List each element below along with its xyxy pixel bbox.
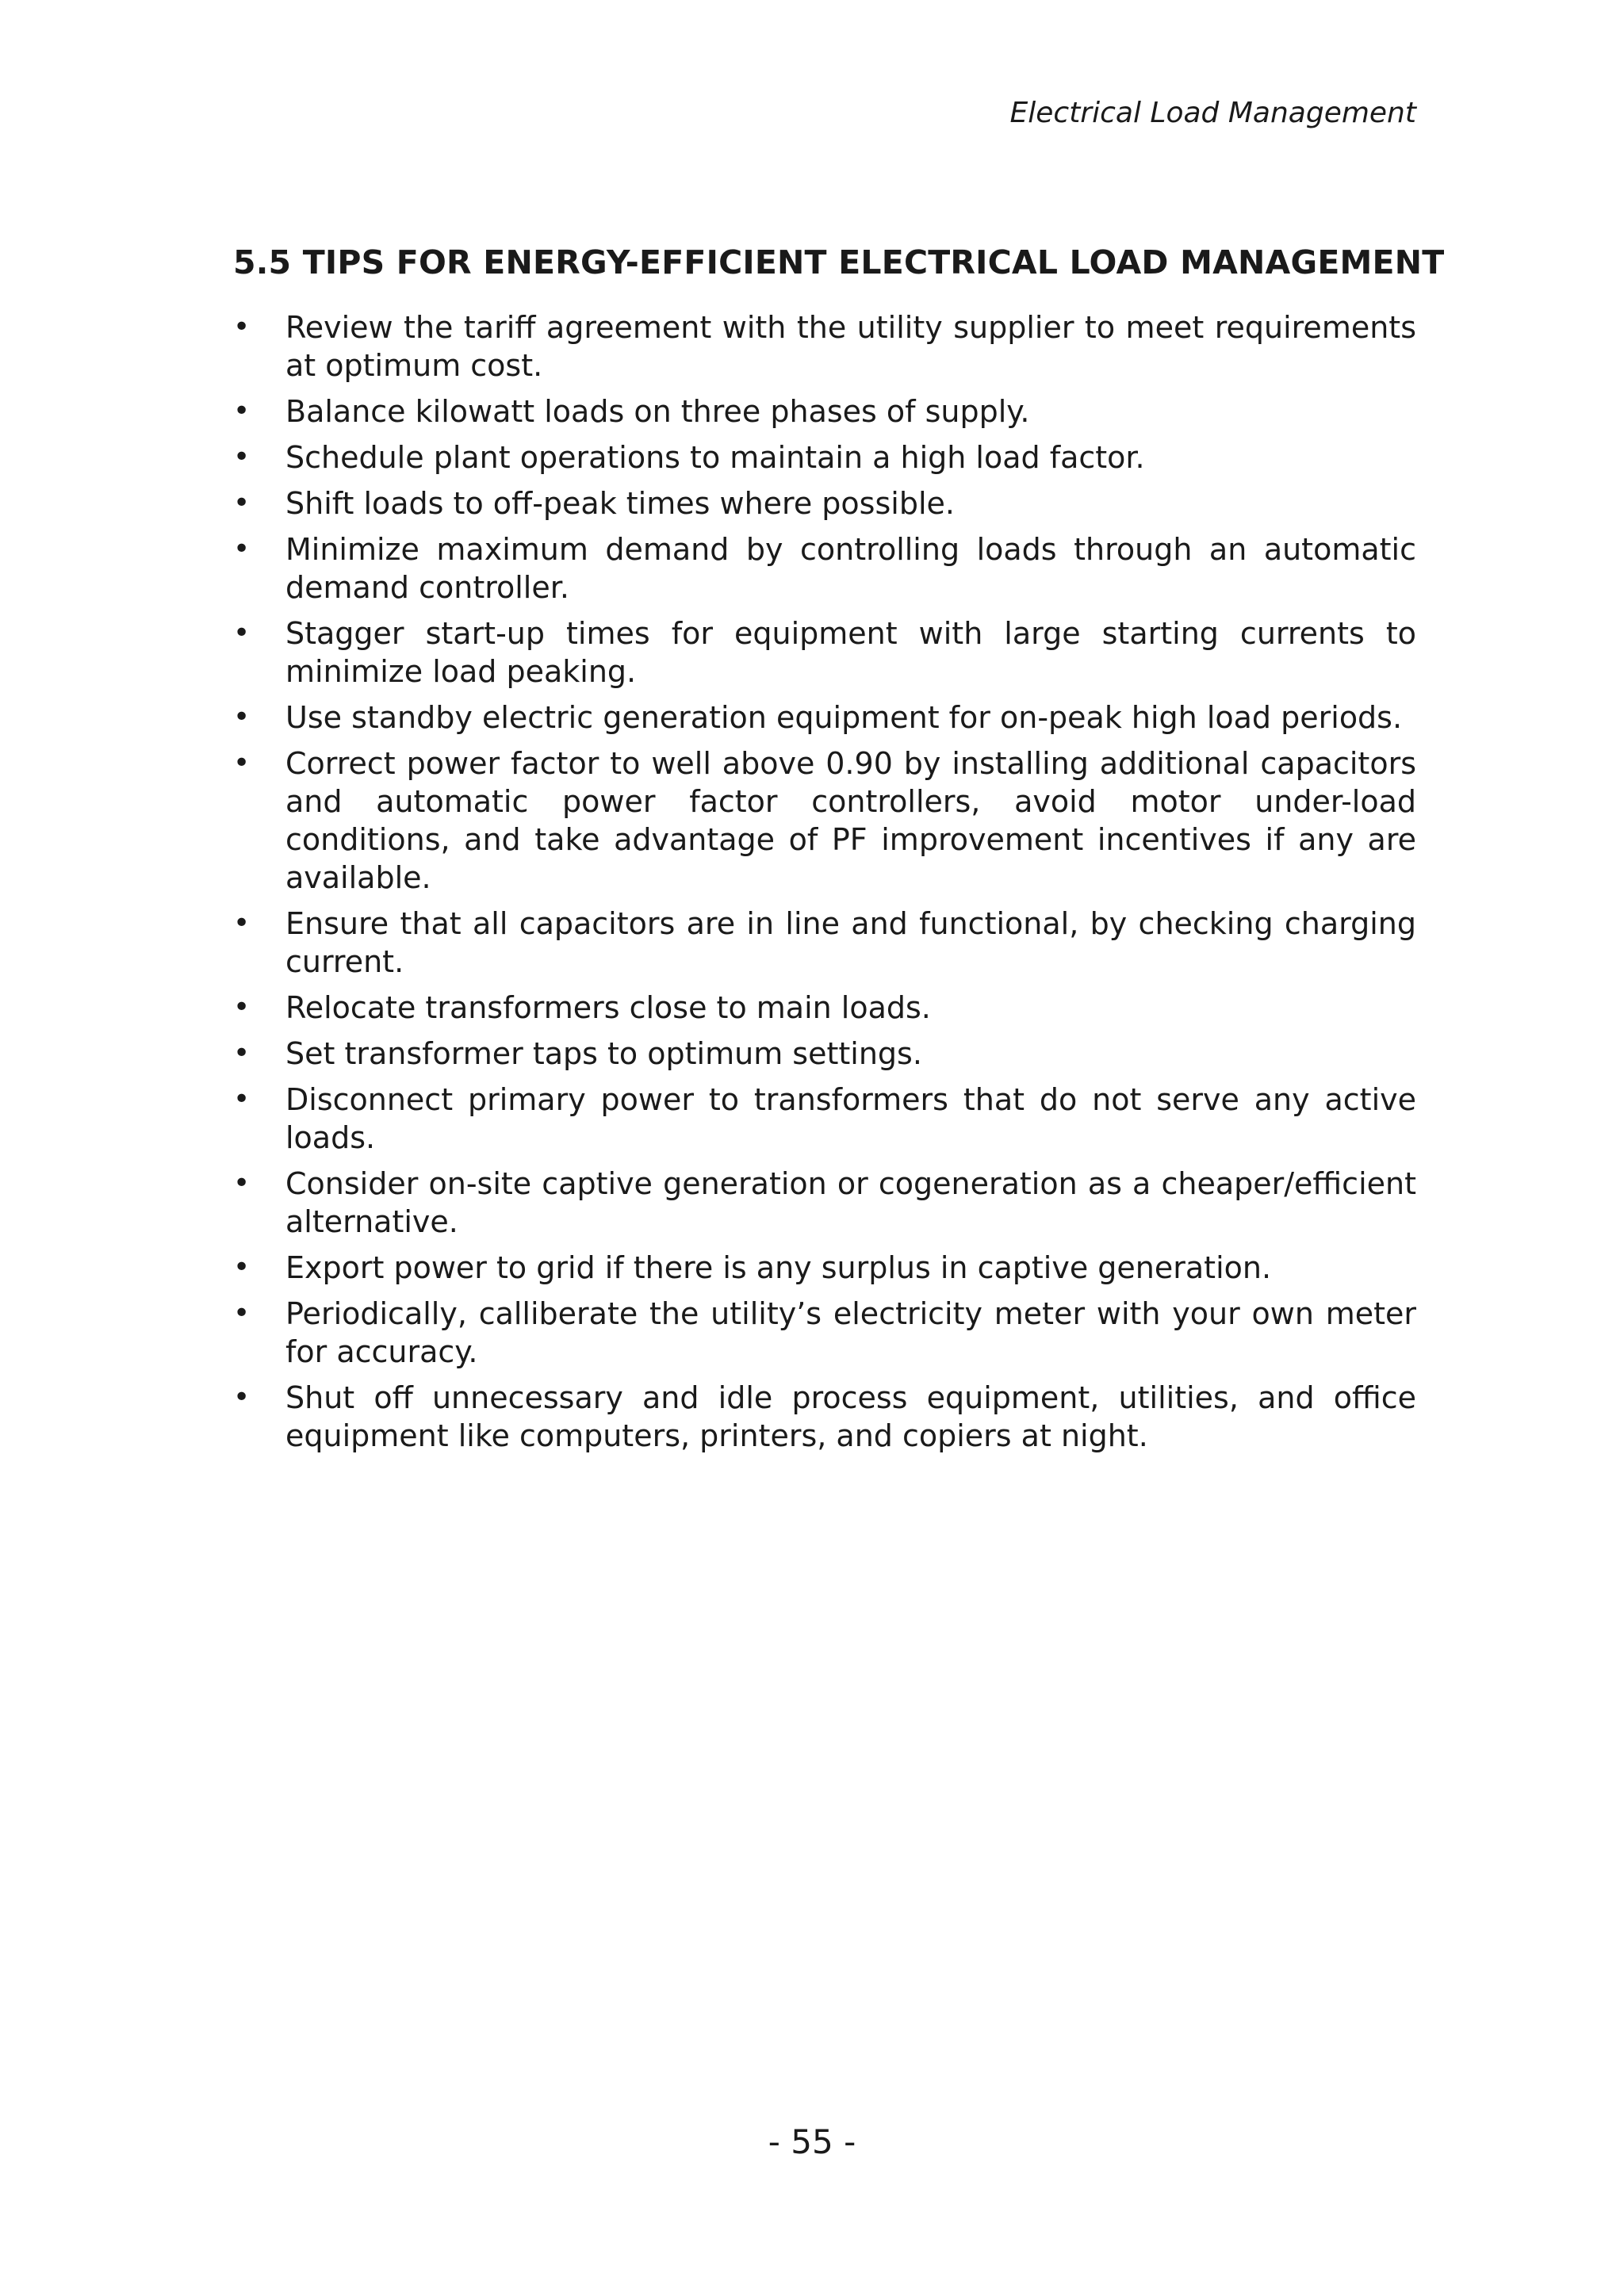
bullet-icon: •	[233, 747, 251, 779]
tip-text: Balance kilowatt loads on three phases of supply.	[285, 394, 1030, 429]
tip-item	[233, 392, 1416, 430]
bullet-icon: •	[233, 617, 251, 649]
tip-item	[233, 1081, 1416, 1157]
tip-text: Minimize maximum demand by controlling loads through an automatic demand controller.	[285, 532, 1416, 605]
bullet-icon: •	[233, 1297, 251, 1330]
bullet-icon: •	[233, 1037, 251, 1070]
tip-text: Periodically, calliberate the utility’s electricity meter with your own meter for accuracy.	[285, 1296, 1416, 1369]
tip-item	[233, 1165, 1416, 1241]
bullet-icon: •	[233, 991, 251, 1024]
bullet-icon: •	[233, 1381, 251, 1414]
tip-text: Set transformer taps to optimum settings.	[285, 1036, 922, 1071]
tip-item	[233, 989, 1416, 1027]
tip-text: Shift loads to off-peak times where possible.	[285, 486, 955, 521]
tip-item	[233, 614, 1416, 691]
tip-text: Correct power factor to well above 0.90 by installing additional capacitors and automatic power factor controllers, avoid motor under-load conditions, and take advantage of PF improvement incentives if any are available.	[285, 746, 1416, 895]
tip-item	[233, 1295, 1416, 1371]
bullet-icon: •	[233, 487, 251, 519]
tips-list	[233, 308, 1416, 1455]
tip-item	[233, 1379, 1416, 1455]
section-title: 5.5 TIPS FOR ENERGY-EFFICIENT ELECTRICAL LOAD MANAGEMENT	[233, 243, 1445, 281]
tip-item	[233, 698, 1416, 737]
bullet-icon: •	[233, 1167, 251, 1200]
bullet-icon: •	[233, 533, 251, 565]
bullet-icon: •	[233, 701, 251, 733]
tip-item	[233, 1035, 1416, 1073]
tip-text: Export power to grid if there is any surplus in captive generation.	[285, 1250, 1272, 1285]
tip-text: Disconnect primary power to transformers that do not serve any active loads.	[285, 1082, 1416, 1155]
tip-item	[233, 484, 1416, 522]
tip-text: Shut off unnecessary and idle process equipment, utilities, and office equipment like computers, printers, and copiers at night.	[285, 1380, 1416, 1453]
tip-item	[233, 438, 1416, 476]
running-header: Electrical Load Management	[1009, 97, 1416, 129]
bullet-icon: •	[233, 311, 251, 343]
tip-text: Relocate transformers close to main loads.	[285, 990, 931, 1025]
tip-text: Schedule plant operations to maintain a high load factor.	[285, 440, 1145, 475]
bullet-icon: •	[233, 441, 251, 473]
bullet-icon: •	[233, 1083, 251, 1115]
bullet-icon: •	[233, 395, 251, 427]
tip-text: Consider on-site captive generation or cogeneration as a cheaper/efficient alternative.	[285, 1166, 1416, 1239]
tip-item	[233, 905, 1416, 981]
tip-text: Ensure that all capacitors are in line and functional, by checking charging current.	[285, 906, 1416, 979]
page-number: - 55 -	[768, 2122, 856, 2161]
tip-text: Review the tariff agreement with the utility supplier to meet requirements at optimum cost.	[285, 310, 1416, 383]
tip-text: Use standby electric generation equipment for on-peak high load periods.	[285, 700, 1403, 735]
main-content	[233, 240, 1445, 1463]
tip-text: Stagger start-up times for equipment with large starting currents to minimize load peaking.	[285, 616, 1416, 689]
tip-item	[233, 744, 1416, 897]
tip-item	[233, 1249, 1416, 1287]
tip-item	[233, 530, 1416, 607]
bullet-icon: •	[233, 1251, 251, 1284]
bullet-icon: •	[233, 907, 251, 939]
tip-item	[233, 308, 1416, 385]
